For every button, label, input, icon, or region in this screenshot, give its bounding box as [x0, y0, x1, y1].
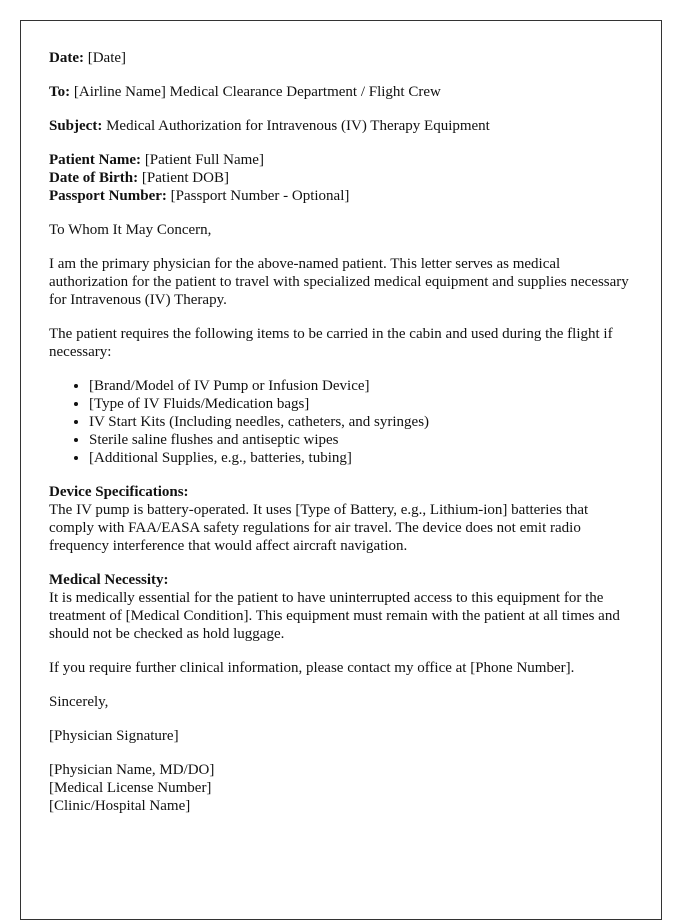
device-specs-section: [49, 483, 633, 555]
device-specs-heading: Device Specifications:: [49, 484, 189, 500]
medical-necessity-heading: Medical Necessity:: [49, 572, 169, 588]
to-label: To:: [49, 84, 71, 100]
items-intro: The patient requires the following items to be carried in the cabin and used during the flight if necessary:: [49, 326, 613, 360]
sign-off: Sincerely,: [49, 694, 109, 710]
passport-label: Passport Number:: [49, 188, 167, 204]
document-viewport: [20, 20, 662, 814]
to-value: [Airline Name] Medical Clearance Department / Flight Crew: [73, 84, 441, 100]
salutation: To Whom It May Concern,: [49, 222, 212, 238]
patient-name-line: [49, 151, 633, 169]
passport-value: [Passport Number - Optional]: [170, 188, 350, 204]
patient-name-value: [Patient Full Name]: [144, 152, 264, 168]
date-value: [Date]: [87, 50, 127, 66]
physician-signature: [Physician Signature]: [49, 728, 179, 744]
medical-license: [Medical License Number]: [49, 780, 212, 796]
medical-necessity-text: It is medically essential for the patient to have uninterrupted access to this equipment for the treatment of [Medical Condition]. This equipment must remain with the patient at all times and should not be checked as hold luggage.: [49, 590, 620, 642]
dob-label: Date of Birth:: [49, 170, 139, 186]
list-item: • [Type of IV Fluids/Medication bags]: [89, 395, 633, 413]
dob-line: [49, 169, 633, 187]
list-item: • IV Start Kits (Including needles, catheters, and syringes): [89, 413, 633, 431]
to-line: [49, 83, 633, 101]
patient-info: [49, 151, 633, 205]
medical-letter: [20, 20, 662, 920]
list-item: • Sterile saline flushes and antiseptic wipes: [89, 431, 633, 449]
physician-details: [49, 761, 633, 815]
subject-line: [49, 117, 633, 135]
patient-name-label: Patient Name:: [49, 152, 142, 168]
passport-line: [49, 187, 633, 205]
subject-value: Medical Authorization for Intravenous (IV) Therapy Equipment: [106, 118, 490, 134]
list-item: • [Brand/Model of IV Pump or Infusion Device]: [89, 377, 633, 395]
medical-necessity-section: [49, 571, 633, 643]
date-label: Date:: [49, 50, 84, 66]
equipment-list: [49, 377, 633, 467]
device-specs-text: The IV pump is battery-operated. It uses [Type of Battery, e.g., Lithium-ion] batteries that comply with FAA/EASA safety regulations for air travel. The device does not emit radio frequency interference that would affect aircraft navigation.: [49, 502, 589, 554]
dob-value: [Patient DOB]: [141, 170, 229, 186]
physician-name: [Physician Name, MD/DO]: [49, 762, 215, 778]
subject-label: Subject:: [49, 118, 103, 134]
clinic-name: [Clinic/Hospital Name]: [49, 798, 191, 814]
intro-paragraph: I am the primary physician for the above-named patient. This letter serves as medical authorization for the patient to travel with specialized medical equipment and supplies necessary for Intravenous (IV) Therapy.: [49, 256, 629, 308]
date-line: [49, 49, 633, 67]
list-item: • [Additional Supplies, e.g., batteries, tubing]: [89, 449, 633, 467]
contact-paragraph: If you require further clinical information, please contact my office at [Phone Number].: [49, 660, 575, 676]
